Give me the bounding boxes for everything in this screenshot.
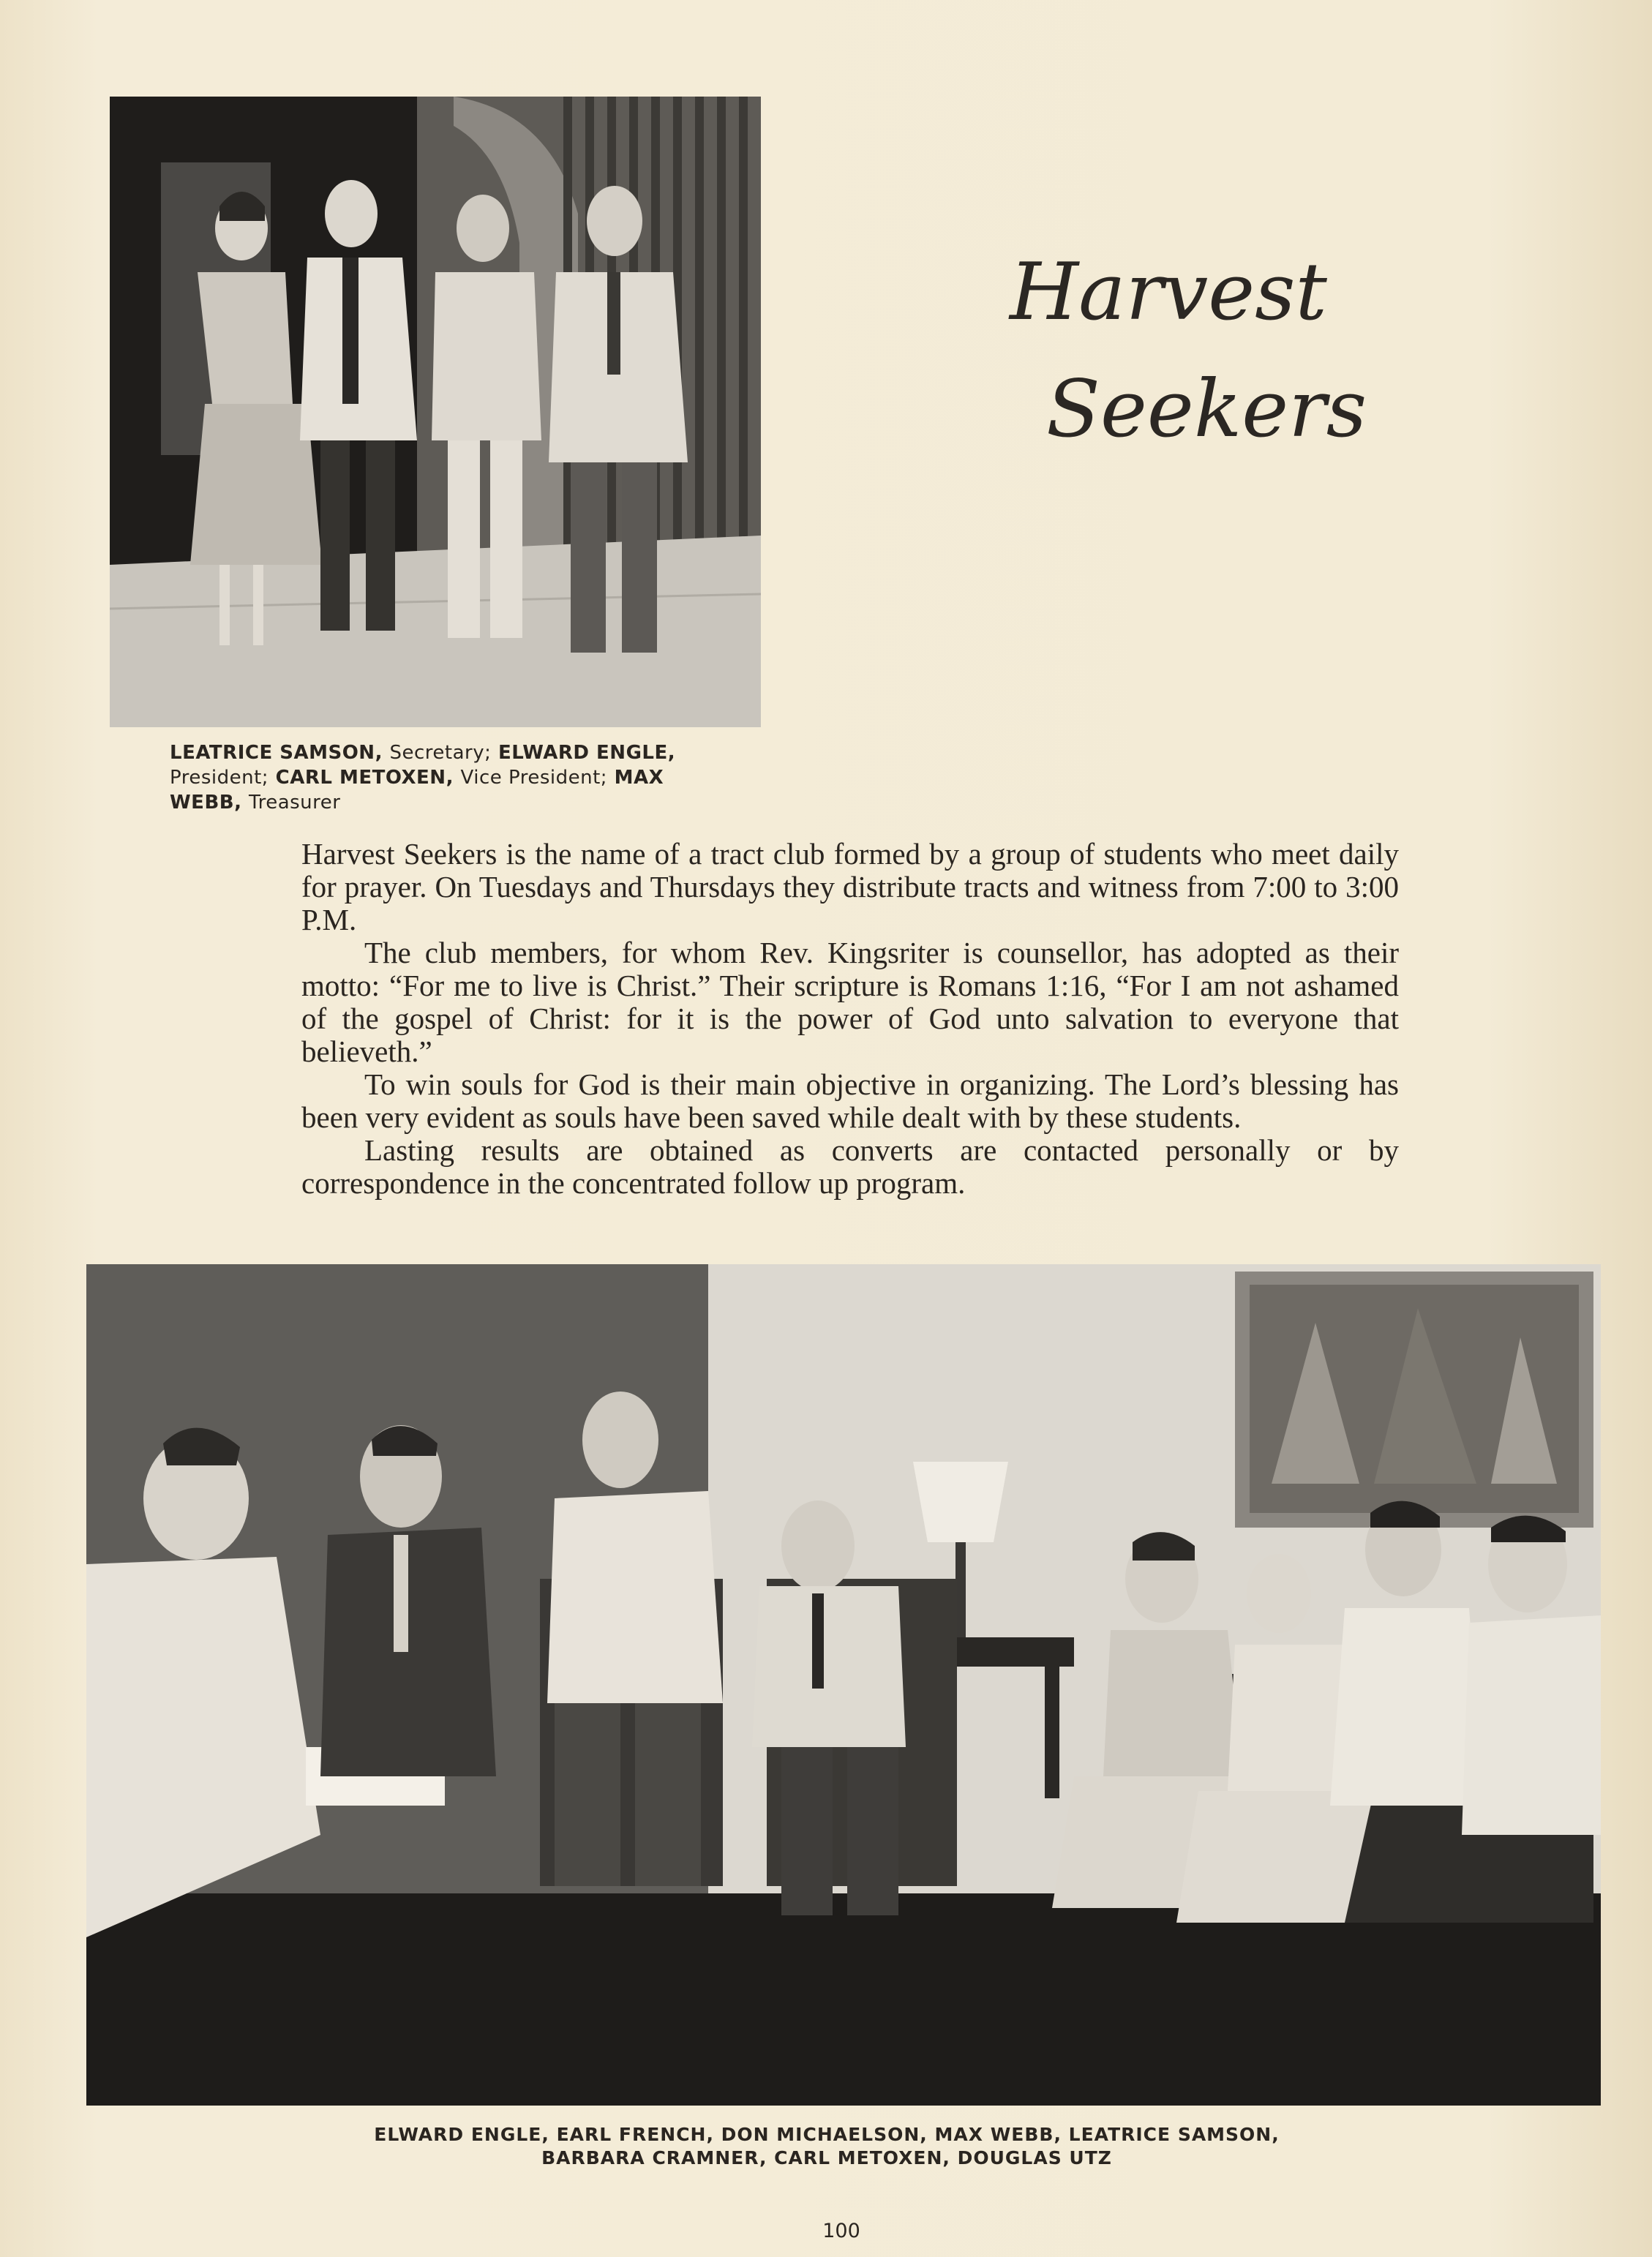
article-body	[301, 838, 1399, 1200]
group-caption-line-1: ELWARD ENGLE, EARL FRENCH, DON MICHAELSON, MAX WEBB, LEATRICE SAMSON,	[374, 2124, 1280, 2145]
officers-photo-illustration	[110, 97, 761, 727]
group-caption-line-2: BARBARA CRAMNER, CARL METOXEN, DOUGLAS UTZ	[541, 2147, 1112, 2168]
page-number: 100	[822, 2220, 860, 2242]
title-line-1: Harvest	[1010, 247, 1327, 338]
caption-name: CARL METOXEN,	[275, 767, 454, 789]
group-photo	[86, 1264, 1601, 2106]
group-photo-illustration	[86, 1264, 1601, 2106]
officers-caption	[170, 740, 697, 815]
caption-role: Treasurer	[249, 792, 341, 814]
article-paragraph: To win souls for God is their main objective in organizing. The Lord’s blessing has been very evident as souls have been saved while dealt with by these students.	[301, 1067, 1399, 1134]
officers-photo	[110, 97, 761, 727]
page-title	[1010, 234, 1419, 468]
caption-name: LEATRICE SAMSON,	[170, 742, 383, 764]
title-line-2: Seekers	[1046, 364, 1367, 455]
article-paragraph: Lasting results are obtained as converts are contacted personally or by correspondence in the concentrated follow up program.	[301, 1133, 1399, 1200]
caption-role: President;	[170, 767, 269, 789]
article-paragraph: The club members, for whom Rev. Kingsriter is counsellor, has adopted as their motto: “For me to live is Christ.” Their scripture is Romans 1:16, “For I am not ashamed of the gospel of Christ: for it is the power of God unto salvation to everyone that believeth.”	[301, 936, 1399, 1068]
caption-name: ELWARD ENGLE,	[498, 742, 676, 764]
article-paragraph: Harvest Seekers is the name of a tract club formed by a group of students who meet daily for prayer. On Tuesdays and Thursdays they distribute tracts and witness from 7:00 to 3:00 P.M.	[301, 837, 1399, 936]
caption-name: MAX WEBB,	[170, 767, 664, 814]
caption-role: Secretary;	[389, 742, 492, 764]
caption-role: Vice President;	[460, 767, 608, 789]
group-caption	[293, 2123, 1361, 2170]
